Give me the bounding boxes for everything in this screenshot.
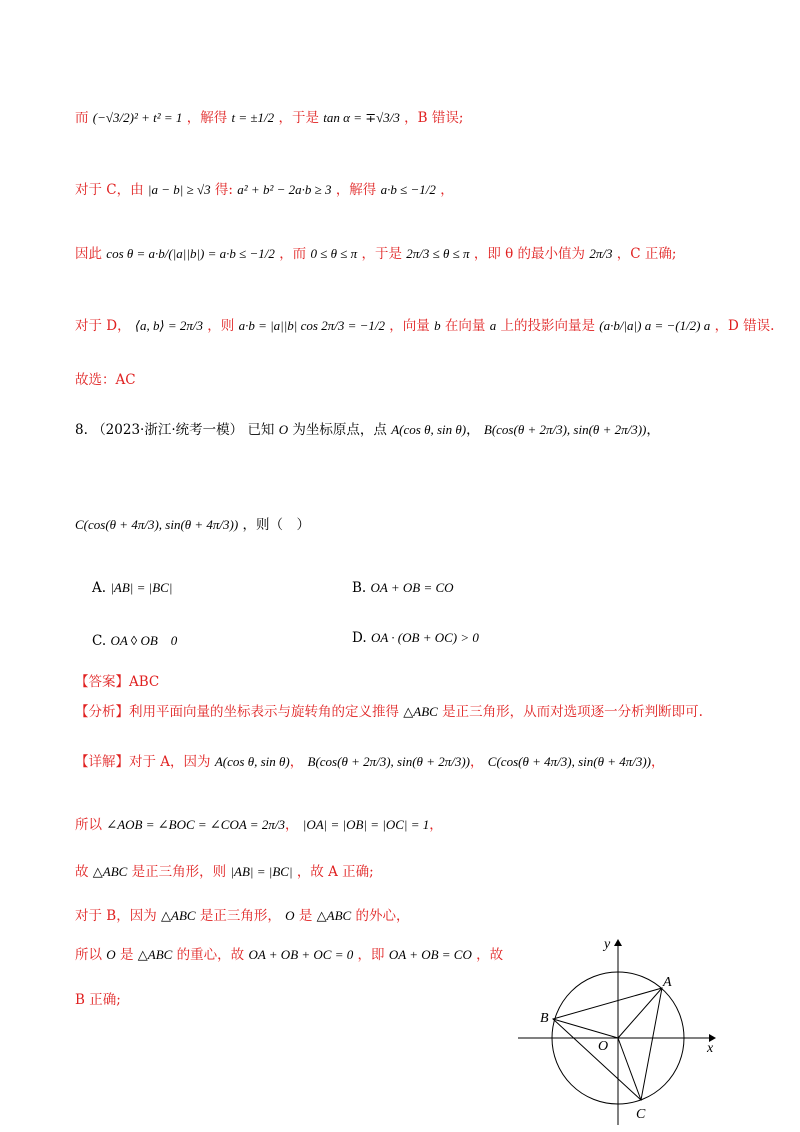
s3-text3: 的外心， (355, 908, 410, 924)
l2-condition: |a − b| ≥ √3 (147, 182, 211, 197)
question-o: O (278, 422, 289, 437)
detail-text: 对于 A，因为 (129, 754, 211, 770)
l2-result: a·b ≤ −1/2 (380, 182, 436, 197)
analysis-tag: 【分析】 (75, 704, 129, 720)
l3-text2: ，于是 (361, 246, 402, 262)
question-number: 8. (75, 422, 88, 438)
s4-text3: ，即 (357, 947, 385, 963)
l4-text2: ，向量 (389, 318, 430, 334)
l1-text2: ，于是 (278, 110, 319, 126)
s1-lengths: |OA| = |OB| = |OC| = 1 (302, 817, 430, 832)
s3-triangle2: △ABC (316, 908, 352, 923)
l2-text3: ， (440, 182, 454, 198)
analysis-text2: 是正三角形，从而对选项逐一分析判断即可. (442, 704, 703, 720)
label-x: x (707, 1041, 714, 1056)
option-c-label: C. (92, 633, 107, 649)
solution-s1: 所以 ∠AOB = ∠BOC = ∠COA = 2π/3， |OA| = |OB| = |OC| = 1， (75, 817, 443, 833)
l4-dot: a·b = |a||b| cos 2π/3 = −1/2 (238, 318, 385, 333)
option-a-label: A. (92, 580, 107, 596)
l4-vec-b: b (434, 318, 441, 333)
s4-sum: OA + OB + OC = 0 (248, 947, 354, 962)
detail-line: 【详解】对于 A，因为 A(cos θ, sin θ)， B(cos(θ + 2π/3), sin(θ + 2π/3))， C(cos(θ + 4π/3), sin(θ + 4π/3))， (75, 754, 665, 770)
question-stem1: 已知 (247, 422, 275, 438)
question-stem2: 为坐标原点，点 (292, 422, 387, 438)
l4-text5: ，D 错误. (714, 318, 775, 334)
l4-text1: ，则 (207, 318, 235, 334)
question-8-stem: 8. （2023·浙江·统考一模） 已知 O 为坐标原点，点 A(cos θ, sin θ)， B(cos(θ + 2π/3), sin(θ + 2π/3))， (75, 422, 660, 438)
l1-text3: ，B 错误; (404, 110, 464, 126)
option-c-text: OA ◊ OB 0 (110, 633, 178, 648)
analysis-line (75, 702, 703, 722)
label-c: C (636, 1107, 646, 1122)
label-b: B (540, 1011, 549, 1026)
s1-prefix: 所以 (75, 817, 102, 833)
option-b[interactable] (352, 580, 454, 596)
s4-triangle: △ABC (137, 947, 173, 962)
detail-point-b: B(cos(θ + 2π/3), sin(θ + 2π/3)) (307, 754, 470, 769)
l3-cos: cos θ = a·b/(|a||b|) = a·b ≤ −1/2 (106, 246, 275, 261)
l2-text1: 得: (214, 182, 233, 198)
l3-text4: ，C 正确; (616, 246, 677, 262)
l1-equation: (−√3/2)² + t² = 1 (92, 110, 183, 125)
solution-line-1 (75, 108, 463, 128)
s4-text1: 是 (119, 947, 134, 963)
s2-text2: ，故 A 正确; (296, 864, 374, 880)
solution-line-3 (75, 244, 676, 264)
option-d[interactable] (352, 630, 479, 646)
l1-tan: tan α = ∓√3/3 (323, 110, 400, 125)
s1-angles: ∠AOB = ∠BOC = ∠COA = 2π/3 (106, 817, 285, 832)
analysis-triangle: △ABC (403, 704, 438, 719)
l3-prefix: 因此 (75, 246, 102, 262)
l2-inequality: a² + b² − 2a·b ≥ 3 (237, 182, 332, 197)
l3-range2: 2π/3 ≤ θ ≤ π (406, 246, 470, 261)
l4-angle: ⟨a, b⟩ = 2π/3 (134, 318, 203, 333)
l1-text1: ，解得 (186, 110, 228, 126)
analysis-text: 利用平面向量的坐标表示与旋转角的定义推得 (129, 704, 399, 720)
detail-point-c: C(cos(θ + 4π/3), sin(θ + 4π/3)) (487, 754, 652, 769)
l2-prefix: 对于 C，由 (75, 182, 144, 198)
s3-o: O (285, 908, 295, 923)
question-point-b: B(cos(θ + 2π/3), sin(θ + 2π/3)) (483, 422, 647, 437)
solution-line-4 (75, 316, 774, 336)
question-point-a: A(cos θ, sin θ) (391, 422, 467, 437)
s3-text1: 是正三角形， (199, 908, 281, 924)
l1-t-value: t = ±1/2 (231, 110, 275, 125)
option-d-label: D. (352, 630, 367, 646)
l3-range: 0 ≤ θ ≤ π (310, 246, 358, 261)
l4-prefix: 对于 D， (75, 318, 131, 334)
s2-text1: 是正三角形，则 (131, 864, 227, 880)
l3-text3: ，即 θ 的最小值为 (473, 246, 586, 262)
label-o: O (598, 1039, 609, 1054)
question-8-stem-2 (75, 515, 310, 535)
solution-s2 (75, 862, 374, 882)
s4-o: O (106, 947, 116, 962)
option-a-text: |AB| = |BC| (110, 580, 173, 595)
l4-projection: (a·b/|a|) a = −(1/2) a (599, 318, 711, 333)
question-point-c: C(cos(θ + 4π/3), sin(θ + 4π/3)) (75, 517, 239, 532)
segment-oa (618, 988, 662, 1038)
l4-text3: 在向量 (444, 318, 486, 334)
s4-result: OA + OB = CO (388, 947, 472, 962)
s4-text4: ，故 (476, 947, 504, 963)
question-source: （2023·浙江·统考一模） (92, 422, 244, 438)
l3-min: 2π/3 (589, 246, 613, 261)
option-a[interactable] (92, 580, 172, 596)
option-b-text: OA + OB = CO (370, 580, 454, 595)
label-y: y (604, 937, 611, 952)
detail-tag: 【详解】 (75, 754, 129, 770)
l2-text2: ，解得 (335, 182, 377, 198)
s2-triangle: △ABC (92, 864, 128, 879)
l4-vec-a: a (489, 318, 497, 333)
detail-point-a: A(cos θ, sin θ) (214, 754, 290, 769)
label-a: A (663, 975, 672, 990)
solution-s3 (75, 906, 410, 926)
s2-prefix: 故 (75, 864, 89, 880)
l4-text4: 上的投影向量是 (500, 318, 595, 334)
s4-prefix: 所以 (75, 947, 102, 963)
circle-figure (510, 930, 730, 1130)
question-stem3: ，则（ ） (242, 517, 311, 533)
option-b-label: B. (352, 580, 367, 596)
s2-equal: |AB| = |BC| (230, 864, 293, 879)
l3-text1: ，而 (279, 246, 307, 262)
s4-text2: 的重心，故 (176, 947, 245, 963)
segment-oc (618, 1038, 641, 1100)
option-c[interactable] (92, 630, 177, 649)
solution-s5: B 正确; (75, 992, 121, 1008)
solution-s4 (75, 945, 503, 965)
answer-tag: 【答案】ABC (75, 674, 160, 690)
l1-prefix: 而 (75, 110, 89, 126)
solution-line-2 (75, 180, 454, 200)
option-d-text: OA · (OB + OC) > 0 (370, 630, 479, 645)
s3-prefix: 对于 B，因为 (75, 908, 157, 924)
answer-line: 故选：AC (75, 372, 136, 388)
s3-text2: 是 (298, 908, 313, 924)
s3-triangle: △ABC (161, 908, 196, 923)
